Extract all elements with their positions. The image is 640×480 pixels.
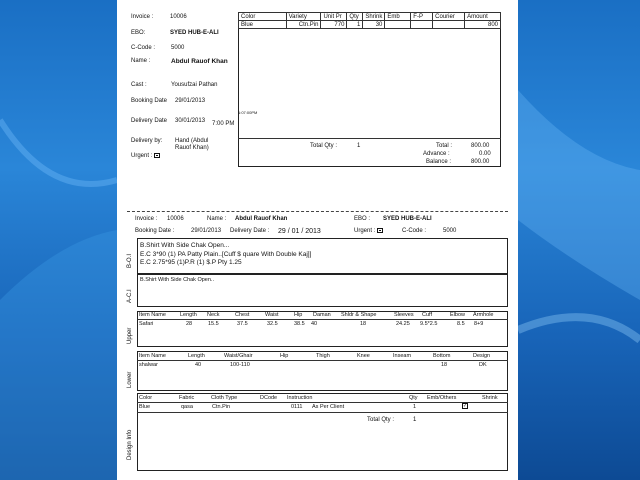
name-label: Name : <box>131 58 151 64</box>
upper-col-header: Armhole <box>473 312 494 318</box>
design-col-header: DCode <box>260 395 278 401</box>
upper-cell: 28 <box>186 321 193 327</box>
boci-line: E.C 2.75*95 (1)P.R (1) $.P Pty 1.25 <box>140 259 242 266</box>
design-row-divider <box>137 412 508 413</box>
upper-cell: 40 <box>311 321 318 327</box>
delivery-date-label: Delivery Date <box>131 118 168 124</box>
upper-cell: 24.25 <box>396 321 410 327</box>
receipt-cell: 30 <box>363 21 385 29</box>
upper-side-label: Upper <box>127 327 133 344</box>
slip-name-label: Name : <box>207 216 227 222</box>
receipt-col-header: Amount <box>465 13 501 21</box>
design-cell: 0111 <box>291 404 303 410</box>
ccode-value: 5000 <box>171 45 185 51</box>
receipt-items-table <box>238 12 501 29</box>
name-value: Abdul Rauof Khan <box>171 58 228 65</box>
design-cell: Ctn.Pin <box>212 404 231 410</box>
upper-cell: 9.5*2.5 <box>420 321 438 327</box>
lower-col-header: Hip <box>280 353 289 359</box>
slip-urgent-checkbox-icon <box>377 228 383 233</box>
upper-col-header: Length <box>180 312 197 318</box>
slip-ebo-value: SYED HUB-E-ALI <box>383 216 432 222</box>
cut-line <box>127 211 508 212</box>
slip-ebo-label: EBO : <box>354 216 371 222</box>
delivery-by-value: Hand (Abdul Rauof Khan) <box>175 138 209 151</box>
boci-line: E.C 3*90 (1) PA Patty Plain..[Cuff $ quare With Double Kaj]] <box>140 250 312 258</box>
delivery-date-value: 30/01/2013 <box>175 118 206 124</box>
receipt-col-header: Variety <box>286 13 321 21</box>
lower-cell: DK <box>479 362 487 368</box>
invoice-value: 10006 <box>170 14 187 20</box>
slip-name-value: Abdul Rauof Khan <box>235 216 288 222</box>
design-header-divider <box>137 402 508 403</box>
slip-booking-label: Booking Date : <box>135 228 175 234</box>
upper-col-header: Elbow <box>450 312 465 318</box>
delivery-by-label: Delivery by: <box>131 138 163 144</box>
receipt-col-header: Courier <box>433 13 465 21</box>
receipt-col-header: Qty <box>347 13 363 21</box>
boci-instructions <box>140 242 311 268</box>
aci-box <box>137 274 508 307</box>
balance-value: 800.00 <box>471 159 490 165</box>
slip-urgent: Urgent : <box>354 228 383 234</box>
receipt-col-header: Shrink <box>363 13 385 21</box>
design-cell: Blue <box>139 404 151 410</box>
lower-col-header: Item Name <box>139 353 166 359</box>
upper-col-header: Chest <box>235 312 250 318</box>
design-col-header: Color <box>139 395 153 401</box>
booking-date-value: 29/01/2013 <box>175 98 206 104</box>
receipt-cell: 800 <box>465 21 501 29</box>
upper-col-header: Item Name <box>139 312 166 318</box>
lower-cell: 100-110 <box>230 362 250 368</box>
total-qty-label: Total Qty : <box>310 143 338 149</box>
upper-col-header: Daman <box>313 312 331 318</box>
receipt-cell: 1 <box>347 21 363 29</box>
receipt-total-divider <box>238 138 501 139</box>
urgent-checkbox-icon <box>154 153 160 158</box>
design-col-header: Fabric <box>179 395 195 401</box>
urgent-label-top: Urgent : <box>131 153 160 159</box>
advance-value: 0.00 <box>479 151 491 157</box>
slip-invoice-value: 10006 <box>167 216 184 222</box>
boci-box <box>137 238 508 274</box>
upper-col-header: Neck <box>207 312 220 318</box>
receipt-col-header: F-P <box>411 13 433 21</box>
receipt-cell: Ctn.Pin <box>286 21 321 29</box>
receipt-cell <box>411 21 433 29</box>
lower-col-header: Design <box>473 353 491 359</box>
upper-cell: 18 <box>360 321 367 327</box>
slip-delivery-value: 29 / 01 / 2013 <box>278 228 321 235</box>
slip-booking-value: 29/01/2013 <box>191 228 222 234</box>
boci-side-label: B-O.I <box>127 253 133 268</box>
invoice-label: Invoice : <box>131 14 154 20</box>
lower-cell: 18 <box>441 362 448 368</box>
ccode-label: C-Code : <box>131 45 156 51</box>
booking-date-label: Booking Date <box>131 98 168 104</box>
lower-col-header: Bottom <box>433 353 451 359</box>
upper-col-header: Cuff <box>422 312 432 318</box>
upper-cell: 38.5 <box>294 321 305 327</box>
lower-col-header: Waist/Ghair <box>224 353 253 359</box>
cast-value: Yousufzai Pathan <box>171 82 218 88</box>
cast-label: Cast : <box>131 82 147 88</box>
aci-text: B.Shirt With Side Chak Open.. <box>140 277 214 283</box>
shrink-checkbox[interactable]: ✓ <box>463 403 468 409</box>
total-value: 800.00 <box>471 143 490 149</box>
delivery-time-small: 1:07:00PM <box>238 110 258 115</box>
receipt-col-header: Unit Pr <box>321 13 347 21</box>
upper-col-header: Shldr & Shape <box>341 312 377 318</box>
lower-col-header: Knee <box>357 353 370 359</box>
upper-col-header: Sleeves <box>394 312 414 318</box>
design-cell: 1 <box>413 404 417 410</box>
upper-cell: 37.5 <box>237 321 248 327</box>
design-total-qty-label: Total Qty : <box>367 417 395 423</box>
slip-ccode-label: C-Code : <box>402 228 427 234</box>
design-cell: As Per Client <box>312 404 345 410</box>
receipt-cell <box>433 21 465 29</box>
boci-line: B.Shirt With Side Chak Open... <box>140 242 230 249</box>
delivery-time: 7:00 PM <box>212 121 235 127</box>
upper-cell: Safari <box>139 321 154 327</box>
design-col-header: Instruction <box>287 395 313 401</box>
receipt-cell <box>385 21 411 29</box>
receipt-items-box <box>238 12 501 167</box>
lower-cell: 40 <box>195 362 202 368</box>
upper-col-header: Hip <box>294 312 303 318</box>
design-col-header: Qty <box>409 395 418 401</box>
design-cell: qasa <box>181 404 193 410</box>
total-label: Total : <box>436 143 453 149</box>
design-col-header: Shrink <box>482 395 498 401</box>
lower-col-header: Length <box>188 353 205 359</box>
design-col-header: Cloth Type <box>211 395 238 401</box>
slip-ccode-value: 5000 <box>443 228 457 234</box>
ebo-value: SYED HUB-E-ALI <box>170 30 219 36</box>
design-total-qty-value: 1 <box>413 417 417 423</box>
slip-delivery-label: Delivery Date : <box>230 228 270 234</box>
upper-cell: 8+9 <box>474 321 484 327</box>
ebo-label: EBO: <box>131 30 146 36</box>
advance-label: Advance : <box>423 151 450 157</box>
balance-label: Balance : <box>426 159 452 165</box>
design-col-header: Emb/Others <box>427 395 457 401</box>
lower-col-header: Inseam <box>393 353 412 359</box>
upper-cell: 15.5 <box>208 321 219 327</box>
invoice-page <box>117 0 518 480</box>
design-side-label: Design Info <box>127 429 133 460</box>
lower-header-divider <box>137 360 508 361</box>
upper-cell: 8.5 <box>457 321 465 327</box>
upper-cell: 32.5 <box>267 321 278 327</box>
lower-col-header: Thigh <box>316 353 330 359</box>
total-qty-value: 1 <box>357 143 361 149</box>
aci-side-label: A-C.I <box>127 289 133 303</box>
receipt-cell: 770 <box>321 21 347 29</box>
lower-cell: shalwar <box>139 362 158 368</box>
upper-header-divider <box>137 319 508 320</box>
receipt-col-header: Color <box>239 13 287 21</box>
receipt-col-header: Emb <box>385 13 411 21</box>
slip-invoice-label: Invoice : <box>135 216 158 222</box>
receipt-cell: Blue <box>239 21 287 29</box>
lower-side-label: Lower <box>127 371 133 388</box>
upper-col-header: Waist <box>265 312 279 318</box>
